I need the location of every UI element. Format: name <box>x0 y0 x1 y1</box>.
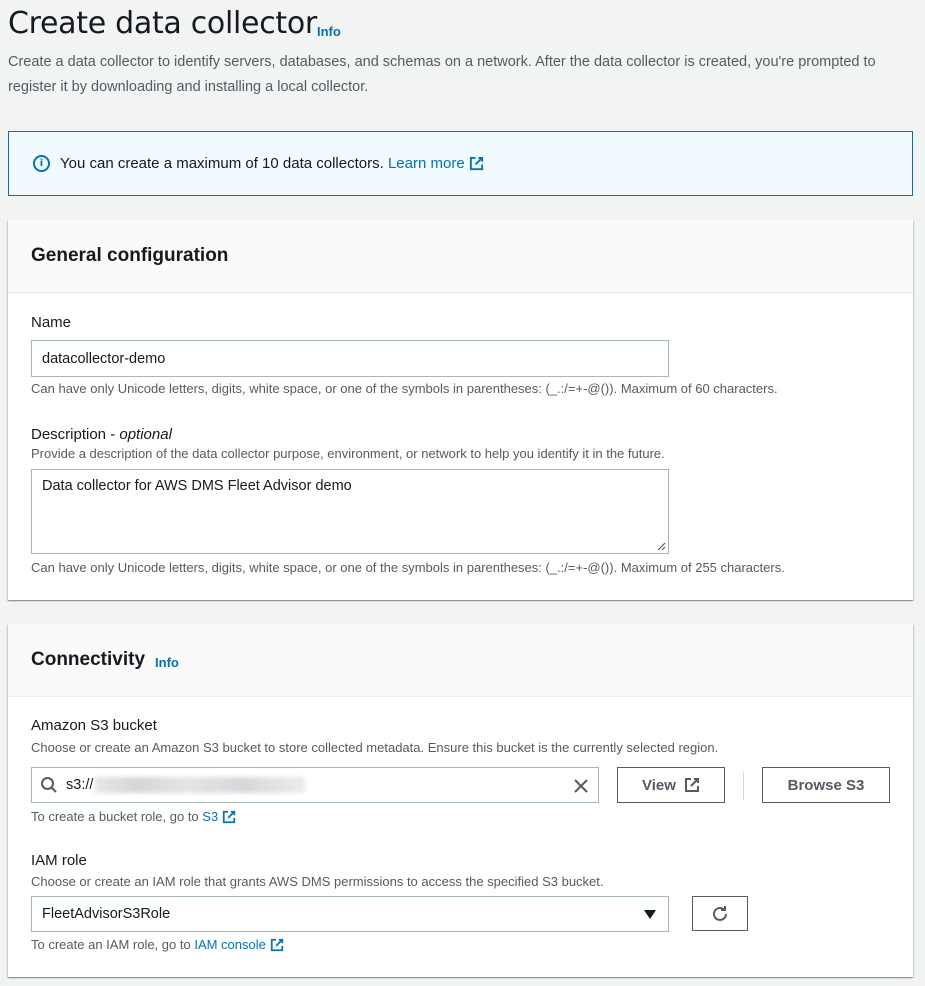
browse-s3-button[interactable]: Browse S3 <box>762 767 890 803</box>
iam-role-value: FleetAdvisorS3Role <box>42 906 171 922</box>
caret-down-icon <box>644 910 656 920</box>
iam-hint: To create an IAM role, go to IAM console <box>31 937 284 952</box>
page-title: Create data collector <box>8 6 317 41</box>
name-label: Name <box>31 314 72 331</box>
general-configuration-panel <box>8 220 913 600</box>
description-value: Data collector for AWS DMS Fleet Advisor demo <box>42 478 352 494</box>
external-link-icon[interactable] <box>270 938 284 952</box>
description-label: Description - optional <box>31 426 172 443</box>
clear-icon[interactable] <box>573 778 589 794</box>
redacted-bucket-name <box>95 777 305 793</box>
info-alert <box>8 131 913 196</box>
description-sub: Provide a description of the data collector purpose, environment, or network to help you identify it in the future. <box>31 446 665 461</box>
s3-link[interactable]: S3 <box>202 809 219 824</box>
external-link-icon[interactable] <box>222 810 236 824</box>
iam-role-label: IAM role <box>31 852 87 869</box>
s3-hint: To create a bucket role, go to S3 <box>31 809 236 824</box>
s3-bucket-sub: Choose or create an Amazon S3 bucket to store collected metadata. Ensure this bucket is the currently selected region. <box>31 740 719 755</box>
s3-bucket-search-input[interactable] <box>31 767 599 803</box>
description-textarea[interactable] <box>31 469 669 554</box>
connectivity-title: Connectivity <box>31 649 146 670</box>
general-configuration-header <box>8 220 913 293</box>
connectivity-panel <box>8 624 913 977</box>
description-hint: Can have only Unicode letters, digits, white space, or one of the symbols in parentheses: (_.:/=+-@()). Maximum of 255 characters. <box>31 560 785 575</box>
s3-bucket-label: Amazon S3 bucket <box>31 717 157 734</box>
alert-text: You can create a maximum of 10 data collectors. <box>60 155 384 172</box>
view-button-label: View <box>642 776 676 794</box>
external-link-icon[interactable] <box>469 156 484 171</box>
resize-grip-icon[interactable] <box>656 541 666 551</box>
name-input[interactable] <box>31 340 669 377</box>
name-hint: Can have only Unicode letters, digits, white space, or one of the symbols in parentheses: (_.:/=+-@()). Maximum of 60 characters. <box>31 381 778 396</box>
iam-role-sub: Choose or create an IAM role that grants AWS DMS permissions to access the specified S3 bucket. <box>31 874 604 889</box>
refresh-button[interactable] <box>692 896 748 931</box>
iam-role-select[interactable] <box>31 896 669 932</box>
learn-more-link[interactable]: Learn more <box>387 155 465 172</box>
iam-console-link[interactable]: IAM console <box>194 937 266 952</box>
search-icon <box>40 776 58 794</box>
button-divider <box>743 772 744 800</box>
name-input-value: datacollector-demo <box>42 350 166 367</box>
page-description: Create a data collector to identify servers, databases, and schemas on a network. After the data collector is created, you're prompted to register it by downloading and installing a local collector. <box>8 54 876 95</box>
optional-marker: optional <box>119 426 172 443</box>
refresh-icon <box>711 905 729 923</box>
general-configuration-title: General configuration <box>31 245 229 266</box>
info-circle-icon: i <box>33 155 50 172</box>
connectivity-info-link[interactable]: Info <box>155 654 179 670</box>
connectivity-header <box>8 624 913 697</box>
external-link-icon <box>684 777 700 793</box>
title-info-link[interactable]: Info <box>317 24 341 39</box>
s3-prefix: s3:// <box>66 777 94 793</box>
view-button[interactable] <box>617 767 725 803</box>
